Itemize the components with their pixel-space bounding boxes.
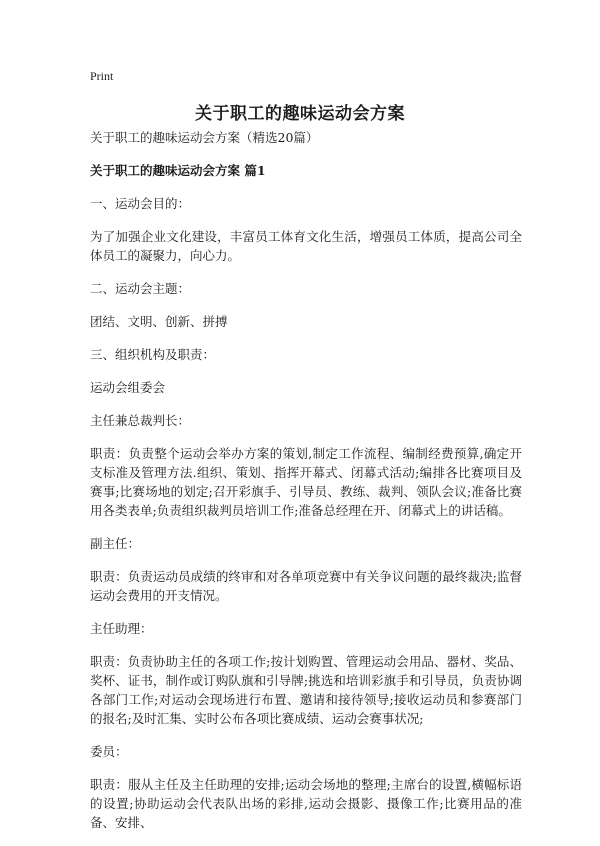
paragraph: 职责：服从主任及主任助理的安排;运动会场地的整理;主席台的设置,横幅标语的设置;协助运动会代表队出场的彩排,运动会摄影、摄像工作;比赛用品的准备、安排、 bbox=[90, 777, 522, 830]
paragraph: 一、运动会目的： bbox=[90, 196, 191, 211]
paragraph: 二、运动会主题： bbox=[90, 281, 191, 296]
paragraph: 三、组织机构及职责： bbox=[90, 347, 216, 362]
paragraph: 职责：负责协助主任的各项工作;按计划购置、管理运动会用品、器材、奖品、奖杯、证书，制作或订购队旗和引导牌;挑选和培训彩旗手和引导员，负责协调各部门工作;对运动会现场进行布置、邀请和接待领导;接收运动员和参赛部门的报名;及时汇集、实时公布各项比赛成绩、运动会赛事状况; bbox=[90, 654, 522, 726]
section-title: 关于职工的趣味运动会方案 篇1 bbox=[90, 163, 266, 178]
document-subtitle: 关于职工的趣味运动会方案（精选20篇） bbox=[90, 130, 319, 145]
paragraph: 主任兼总裁判长： bbox=[90, 413, 191, 428]
document-title: 关于职工的趣味运动会方案 bbox=[195, 104, 405, 124]
paragraph: 运动会组委会 bbox=[90, 380, 166, 395]
paragraph: 副主任： bbox=[90, 536, 141, 551]
paragraph: 职责：负责整个运动会举办方案的策划,制定工作流程、编制经费预算,确定开支标准及管理方法.组织、策划、指挥开幕式、闭幕式活动;编排各比赛项目及赛事;比赛场地的划定;召开彩旗手、引导员、教练、裁判、领队会议;准备比赛用各类表单;负责组织裁判员培训工作;准备总经理在开、闭幕式上的讲话稿。 bbox=[90, 446, 522, 518]
print-label: Print bbox=[90, 69, 114, 83]
document-body bbox=[90, 128, 522, 846]
paragraph: 委员： bbox=[90, 744, 128, 759]
paragraph: 团结、文明、创新、拼搏 bbox=[90, 314, 228, 329]
paragraph: 职责：负责运动员成绩的终审和对各单项竞赛中有关争议问题的最终裁决;监督运动会费用的开支情况。 bbox=[90, 569, 522, 603]
paragraph: 为了加强企业文化建设，丰富员工体育文化生活，增强员工体质，提高公司全体员工的凝聚力，向心力。 bbox=[90, 229, 522, 263]
paragraph: 主任助理： bbox=[90, 621, 153, 636]
